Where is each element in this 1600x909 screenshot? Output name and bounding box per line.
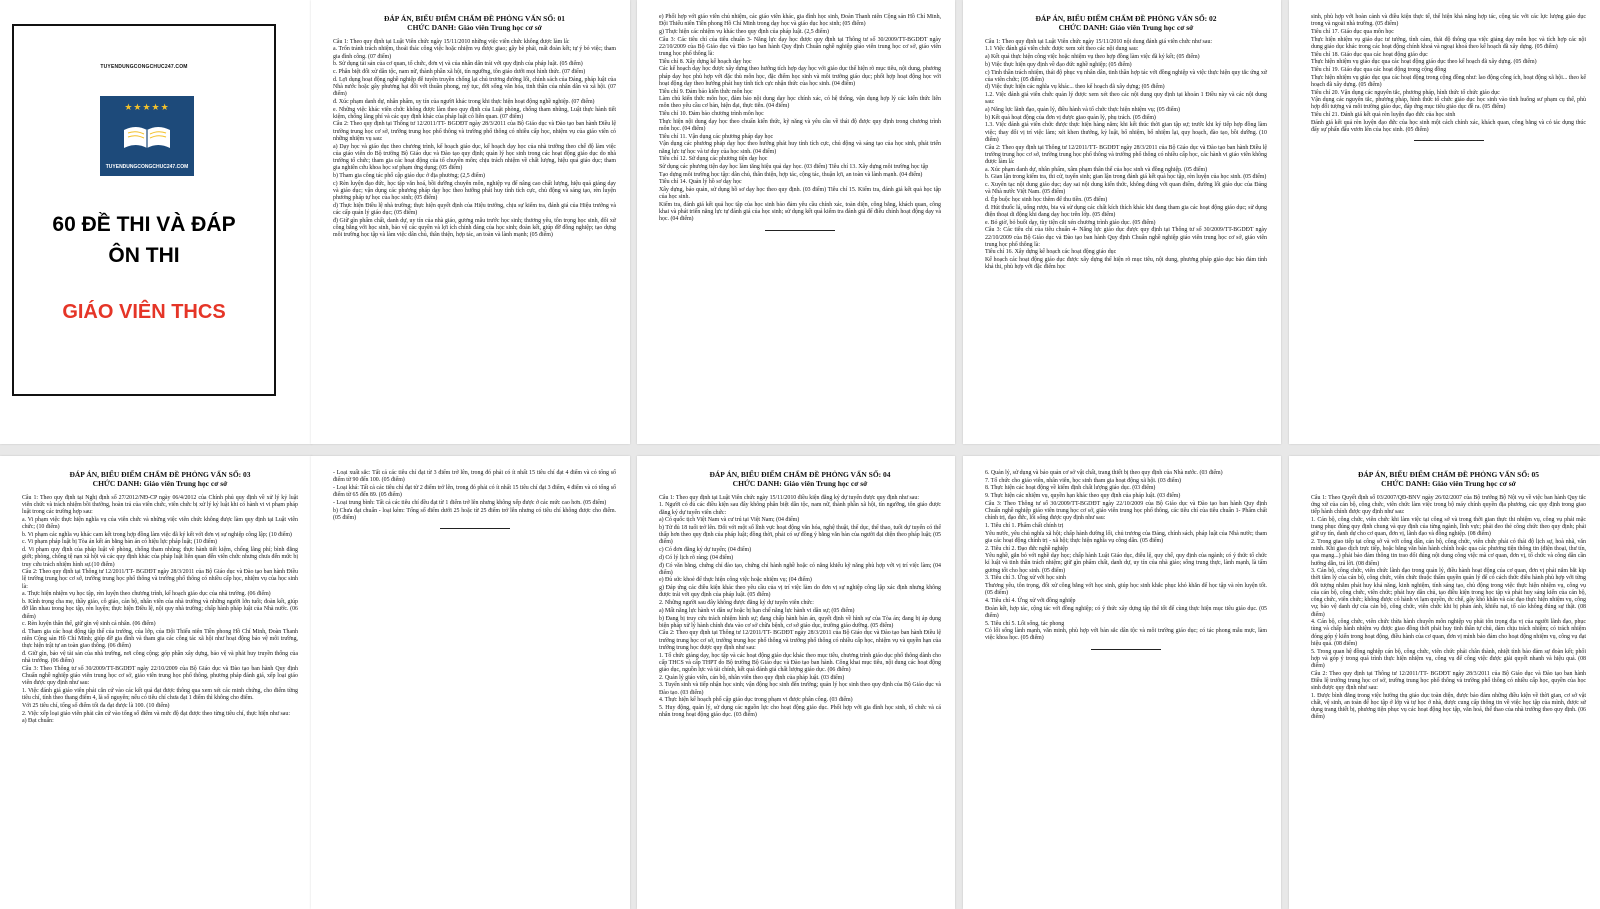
paragraph: - Loại khá: Tất cả các tiêu chí đạt từ 2 điểm trở lên, trong đó phải có ít nhất 15 tiêu chí đạt 3 điểm, 4 điểm và có tổng số điểm từ 65 đến 89. (05 điểm) [333,484,616,499]
paragraph: Câu 2: Theo quy định tại Thông tư 12/2011/TT- BGDĐT ngày 28/3/2011 của Bộ Giáo dục và Đào tạo ban hành Điều lệ trường trung học cơ sở, trường trung học phổ thông và trường phổ thông có nhiều cấp học, nhiệm vụ và quyền hạn của trường trung học được quy định như sau: [659,630,941,651]
paragraph: e. Bỏ giờ, bỏ buổi dạy, tùy tiện cắt xén chương trình giáo dục. (05 điểm) [985,219,1156,226]
page-heading [1311,470,1586,489]
paragraph: Câu 1: Theo quy định tại Nghị định số 27/2012/NĐ-CP ngày 06/4/2012 của Chính phủ quy định về xử lý kỷ luật viên chức và trách nhiệm bồi thường, hoàn trả của viên chức, viên chức bị xử lý kỷ luật khi có hành vi vi phạm pháp luật trong các trường hợp sau: [22,494,298,516]
paragraph: c) Tinh thần trách nhiệm, thái độ phục vụ nhân dân, tinh thần hợp tác với đồng nghiệp và việc thực hiện quy tắc ứng xử của viên chức; (05 điểm) [985,69,1267,83]
paragraph: b. Vi phạm các nghĩa vụ khác cam kết trong hợp đồng làm việc đã ký kết với đơn vị sự nghiệp công lập; (10 điểm) [22,531,292,538]
end-rule [440,528,510,529]
paragraph: e. Những việc khác viên chức không được làm theo quy định của Luật phòng, chống tham nhũng, Luật thực hành tiết kiệm, chống lãng phí và các quy định khác của pháp luật có liên quan. (07 điểm) [333,106,616,120]
paragraph: 2. Việc xếp loại giáo viên phải căn cứ vào tổng số điểm và mức độ đạt được theo từng tiêu chí, thực hiện như sau: [22,710,291,717]
paragraph: Tiêu chí 21. Đánh giá kết quả rèn luyện đạo đức của học sinh [1311,112,1456,119]
paragraph: a) Năng lực lãnh đạo, quản lý, điều hành và tổ chức thực hiện nhiệm vụ; (05 điểm) [985,107,1180,114]
paragraph: 2. Quản lý giáo viên, cán bộ, nhân viên theo quy định của pháp luật. (03 điểm) [659,674,845,681]
paragraph: a) Đạt chuẩn: [22,718,54,725]
paragraph: b. Kính trọng cha mẹ, thầy giáo, cô giáo, cán bộ, nhân viên của nhà trường và những người lớn tuổi; đoàn kết, giúp đỡ lẫn nhau trong học tập, rèn luyện; thực hiện Điều lệ, nội quy nhà trường; chấp hành pháp luật của Nhà nước. (06 điểm) [22,599,298,620]
paragraph: Với 25 tiêu chí, tổng số điểm tối đa đạt được là 100. (10 điểm) [22,702,170,709]
paragraph: Có lối sống lành mạnh, văn minh, phù hợp với bản sắc dân tộc và môi trường giáo dục; có tác phong mẫu mực, làm việc khoa học. (05 điểm) [985,628,1267,642]
paragraph: 5. Tiêu chí 5. Lối sống, tác phong [985,620,1065,627]
paragraph: Câu 3: Các tiêu chí của tiêu chuẩn 3- Năng lực dạy học được quy định tại Thông tư số 30/2009/TT-BGDĐT ngày 22/10/2009 của Bộ Giáo dục và Đào tạo ban hành Quy định Chuẩn nghề nghiệp giáo viên trung học cơ sở, giáo viên trung học phổ thông là: [659,36,941,58]
paragraph: Tiêu chí 11. Vận dụng các phương pháp dạy học [659,133,774,140]
paragraph: Câu 3: Các tiêu chí của tiêu chuẩn 4- Năng lực giáo dục được quy định tại Thông tư số 30/2009/TT-BGDĐT ngày 22/10/2009 của Bộ Giáo dục và Đào tạo ban hành Quy định Chuẩn nghề nghiệp giáo viên trung học cơ sở, giáo viên trung học phổ thông là: [985,227,1267,248]
paragraph: b) Từ đủ 18 tuổi trở lên. Đối với một số lĩnh vực hoạt động văn hóa, nghệ thuật, thể dục, thể thao, tuổi dự tuyển có thể thấp hơn theo quy định của pháp luật; đồng thời, phải có sự đồng ý bằng văn bản của người đại diện theo pháp luật; (05 điểm) [659,525,941,546]
heading-line1: ĐÁP ÁN, BIỂU ĐIỂM CHẤM ĐỀ PHỎNG VẤN SỐ: 02 [1035,14,1217,23]
paragraph: Thực hiện nhiệm vụ giáo dục qua các hoạt động trong cộng đồng như: lao động công ích, hoạt động xã hội... theo kế hoạch đã xây dựng. (05 điểm) [1311,74,1586,88]
site-name: TUYENDUNGCONGCHUC247.COM [100,64,188,70]
paragraph: Câu 3: Theo Thông tư số 30/2009/TT-BGDĐT ngày 22/10/2009 của Bộ Giáo dục và Đào tạo ban hành Quy định Chuẩn nghề nghiệp giáo viên trung học cơ sở, giáo viên trung học phổ thông, phương pháp đánh giá, xếp loại giáo viên được quy định như sau: [22,665,298,687]
paragraph: Vận dụng các nguyên tắc, phương pháp, hình thức tổ chức giáo dục học sinh vào tình huống sư phạm cụ thể, phù hợp đối tượng và môi trường giáo dục, đáp ứng mục tiêu giáo dục đề ra. (05 điểm) [1311,97,1586,111]
cover-title-line2: ÔN THI [108,244,180,267]
paragraph: a. Thực hiện nhiệm vụ học tập, rèn luyện theo chương trình, kế hoạch giáo dục của nhà trường. (06 điểm) [22,591,271,598]
paragraph: a) Dạy học và giáo dục theo chương trình, kế hoạch giáo dục, kế hoạch dạy học của nhà trường theo chế độ làm việc của giáo viên do Bộ trưởng Bộ Giáo dục và Đào tạo quy định; quản lý học sinh trong các hoạt động giáo dục do nhà trường tổ chức; tham gia các hoạt động của tổ chuyên môn; chịu trách nhiệm về chất lượng, hiệu quả giáo dục; tham gia nghiên cứu khoa học sư phạm ứng dụng; (05 điểm) [333,143,616,172]
paragraph: Tiêu chí 12. Sử dụng các phương tiện dạy học [659,156,768,163]
page-answer-05 [1289,456,1600,909]
page-heading [333,14,616,33]
paragraph: Tiêu chí 19. Giáo dục qua các hoạt động trong cộng đồng [1311,66,1447,73]
page-heading [659,470,941,489]
paragraph: Làm chủ kiến thức môn học, đảm bảo nội dung dạy học chính xác, có hệ thống, vận dụng hợp lý các kiến thức liên môn theo yêu cầu cơ bản, hiện đại, thực tiễn. (04 điểm) [659,96,941,110]
end-rule [1091,649,1161,650]
page-body [985,39,1267,272]
paragraph: a. Trốn tránh trách nhiệm, thoái thác công việc hoặc nhiệm vụ được giao; gây bè phái, mất đoàn kết; tự ý bỏ việc; tham gia đình công. (07 điểm) [333,46,616,60]
paragraph: 5. Trong quan hệ đồng nghiệp cán bộ, công chức, viên chức phải chân thành, nhiệt tình bảo đảm sự đoàn kết; phối hợp và góp ý trong quá trình thực hiện nhiệm vụ, công vụ để công việc được giải quyết nhanh và hiệu quả. (08 điểm) [1311,648,1586,669]
paragraph: c. Xuyên tạc nội dung giáo dục; dạy sai nội dung kiến thức, không đúng với quan điểm, đường lối giáo dục của Đảng và Nhà nước Việt Nam. (05 điểm) [985,182,1267,196]
cover-frame [12,24,276,396]
page-body [659,495,941,720]
paragraph: 4. Tiêu chí 4. Ứng xử với đồng nghiệp [985,597,1076,604]
paragraph: e) Đủ sức khoẻ để thực hiện công việc hoặc nhiệm vụ; (04 điểm) [659,577,812,584]
paragraph: 9. Thực hiện các nhiệm vụ, quyền hạn khác theo quy định của pháp luật. (03 điểm) [985,493,1181,500]
end-rule [765,230,835,231]
paragraph: g) Thực hiện các nhiệm vụ khác theo quy định của pháp luật. (2,5 điểm) [659,28,829,35]
paragraph: d. Vi phạm quy định của pháp luật về phòng, chống tham nhũng; thực hành tiết kiệm, chống lãng phí; bình đẳng giới; phòng, chống tệ nạn xã hội và các quy định khác của pháp luật liên quan đến viên chức nhưng chưa đến mức bị truy cứu trách nhiệm hình sự.(10 điểm) [22,547,298,568]
heading-line2: CHỨC DANH: Giáo viên Trung học cơ sở [732,479,868,489]
paragraph: Đoàn kết, hợp tác, cộng tác với đồng nghiệp; có ý thức xây dựng tập thể tốt để cùng thực hiện mục tiêu giáo dục. (05 điểm) [985,605,1267,619]
page-answer-02-cont [1289,0,1600,444]
paragraph: Các kế hoạch dạy học được xây dựng theo hướng tích hợp dạy học với giáo dục thể hiện rõ mục tiêu, nội dung, phương pháp dạy học phù hợp với đặc thù môn học, đặc điểm học sinh và môi trường giáo dục; phối hợp hoạt động học với hoạt động dạy theo hướng phát huy tính tích cực nhận thức của học sinh. (04 điểm) [659,66,941,87]
page-body [985,470,1267,643]
paragraph: Câu 1: Theo Quyết định số 03/2007/QĐ-BNV ngày 26/02/2007 của Bộ trưởng Bộ Nội vụ về việc ban hành Quy tắc ứng xử của cán bộ, công chức, viên chức làm việc trong bộ máy chính quyền địa phương, các quy định trong giao tiếp hành chính được quy định như sau: [1311,494,1586,516]
paragraph: 1. Tổ chức giảng dạy, học tập và các hoạt động giáo dục khác theo mục tiêu, chương trình giáo dục phổ thông dành cho cấp THCS và cấp THPT do Bộ trưởng Bộ Giáo dục và Đào tạo ban hành. Công khai mục tiêu, nội dung các hoạt động giáo dục, nguồn lực và tài chính, kết quả đánh giá chất lượng giáo dục. (06 điểm) [659,652,941,673]
paragraph: Tiêu chí 14. Quản lý hồ sơ dạy học [659,179,742,186]
page-answer-04-cont [963,456,1281,909]
paragraph: Câu 1: Theo quy định tại Luật Viên chức ngày 15/11/2010 những việc viên chức không được làm là: [333,38,570,45]
paragraph: a) Mất năng lực hành vi dân sự hoặc bị hạn chế năng lực hành vi dân sự; (05 điểm) [659,607,855,614]
paragraph: 4. Cán bộ, công chức, viên chức thừa hành chuyên môn nghiệp vụ phải tôn trọng địa vị của người lãnh đạo, phục tùng và chấp hành nhiệm vụ được giao đồng thời phát huy tinh thần tự chủ, dám chịu trách nhiệm; có trách nhiệm đóng góp ý kiến trong hoạt động, điều hành của cơ quan, đơn vị mình bảo đảm cho hoạt động nhiệm vụ, công vụ đạt hiệu quả. (08 điểm) [1311,619,1586,647]
heading-line1: ĐÁP ÁN, BIỂU ĐIỂM CHẤM ĐỀ PHỎNG VẤN SỐ: 05 [1357,470,1540,479]
paragraph: Kế hoạch các hoạt động giáo dục được xây dựng thể hiện rõ mục tiêu, nội dung, phương pháp giáo dục bảo đảm tính khả thi, phù hợp với đặc điểm học [985,257,1267,271]
paragraph: Câu 1: Theo quy định tại Luật Viên chức ngày 15/11/2010 nội dung đánh giá viên chức như sau: [985,38,1213,45]
paragraph: b. Sử dụng tài sản của cơ quan, tổ chức, đơn vị và của nhân dân trái với quy định của pháp luật. (05 điểm) [333,61,583,68]
paragraph: Tiêu chí 16. Xây dựng kế hoạch các hoạt động giáo dục [985,249,1117,256]
page-answer-02 [963,0,1281,444]
paragraph: b) Việc thực hiện quy định về đạo đức nghề nghiệp; (05 điểm) [985,61,1132,68]
paragraph: Câu 2: Theo quy định tại Thông tư 12/2011/TT- BGDĐT ngày 28/3/2011 của Bộ Giáo dục và Đào tạo ban hành Điều lệ trường trung học cơ sở, trường trung học phổ thông và trường phổ thông có nhiều cấp học, các hành vi giáo viên không được làm là: [985,144,1267,165]
cover-subtitle: GIÁO VIÊN THCS [62,301,226,323]
paragraph: Yêu nước, yêu chủ nghĩa xã hội; chấp hành đường lối, chủ trương của Đảng, chính sách, pháp luật của Nhà nước; tham gia các hoạt động chính trị - xã hội; thực hiện nghĩa vụ công dân. (05 điểm) [985,530,1267,544]
paragraph: Tiêu chí 10. Đảm bảo chương trình môn học [659,111,764,118]
paragraph: e) Phối hợp với giáo viên chủ nhiệm, các giáo viên khác, gia đình học sinh, Đoàn Thanh niên Cộng sản Hồ Chí Minh, Đội Thiếu niên Tiền phong Hồ Chí Minh trong dạy học và giáo dục học sinh; (05 điểm) [659,14,941,28]
paragraph: 8. Thực hiện các hoạt động về kiểm định chất lượng giáo dục. (03 điểm) [985,485,1156,492]
paragraph: Tiêu chí 20. Vận dụng các nguyên tắc, phương pháp, hình thức tổ chức giáo dục [1311,89,1500,96]
paragraph: Câu 3: Theo Thông tư số 30/2009/TT-BGDĐT ngày 22/10/2009 của Bộ Giáo dục và Đào tạo ban hành Quy định Chuẩn nghề nghiệp giáo viên trung học cơ sở, giáo viên trung học phổ thông, các tiêu chí của tiêu chuẩn 1- Phẩm chất chính trị, đạo đức, lối sống được quy định như sau: [985,500,1267,522]
paragraph: b) Tham gia công tác phổ cập giáo dục ở địa phương; (2,5 điểm) [333,172,485,179]
paragraph: 3. Tuyển sinh và tiếp nhận học sinh; vận động học sinh đến trường; quản lý học sinh theo quy định của Bộ Giáo dục và Đào tạo. (03 điểm) [659,682,941,696]
paragraph: 1. Người có đủ các điều kiện sau đây không phân biệt dân tộc, nam nữ, thành phần xã hội, tín ngưỡng, tôn giáo được đăng ký dự tuyển viên chức: [659,502,941,516]
end-rule [1414,140,1484,141]
paragraph: Thực hiện nội dung dạy học theo chuẩn kiến thức, kỹ năng và yêu cầu về thái độ được quy định trong chương trình môn học. (04 điểm) [659,118,941,133]
paragraph: Xây dựng, bảo quản, sử dụng hồ sơ dạy học theo quy định. (03 điểm) Tiêu chí 15. Kiểm tra, đánh giá kết quả học tập của học sinh. [659,187,941,201]
book-logo-icon [100,96,194,176]
paragraph: đ. Hút thuốc lá, uống rượu, bia và sử dụng các chất kích thích khác khi đang tham gia các hoạt động giáo dục; sử dụng điện thoại di động khi đang dạy học trên lớp. (05 điểm) [985,204,1267,218]
paragraph: c) Rèn luyện đạo đức, học tập văn hoá, bồi dưỡng chuyên môn, nghiệp vụ để nâng cao chất lượng, hiệu quả giảng dạy và giáo dục; vận dụng các phương pháp dạy học theo hướng phát huy tính tích cực, chủ động và sáng tạo, rèn luyện phương pháp tự học của học sinh; (05 điểm) [333,180,616,202]
paragraph: b) Đang bị truy cứu trách nhiệm hình sự; đang chấp hành bản án, quyết định về hình sự của Tòa án; đang bị áp dụng biện pháp xử lý hành chính đưa vào cơ sở chữa bệnh, cơ sở giáo dục, trường giáo dưỡng. (05 điểm) [659,615,941,629]
paragraph: d) Có lý lịch rõ ràng; (04 điểm) [659,554,734,561]
page-answer-01 [311,0,630,444]
paragraph: 1. Được bình đẳng trong việc hưởng thụ giáo dục toàn diện, được bảo đảm những điều kiện về thời gian, cơ sở vật chất, vệ sinh, an toàn để học tập ở lớp và tự học ở nhà, được cung cấp thông tin về việc học tập của mình, được sử dụng trang thiết bị, phương tiện phục vụ các hoạt động học tập, văn hoá, thể thao của nhà trường theo quy định. (06 điểm) [1311,692,1586,721]
paragraph: c. Vi phạm pháp luật bị Tòa án kết án bằng bản án có hiệu lực pháp luật; (10 điểm) [22,539,217,546]
page-answer-04 [637,456,955,909]
logo-text: TUYENDUNGCONGCHUC247.COM [105,163,189,170]
stars-icon: ★★★★★ [124,102,170,112]
paragraph: 1.3. Việc đánh giá viên chức được thực hiện hàng năm; khi kết thúc thời gian tập sự; trước khi ký tiếp hợp đồng làm việc; thay đổi vị trí việc làm; xét khen thưởng, kỷ luật, bổ nhiệm, bổ nhiệm lại, quy hoạch, đào tạo, bồi dưỡng. (10 điểm) [985,122,1267,143]
paragraph: Tiêu chí 18. Giáo dục qua các hoạt động giáo dục [1311,51,1428,58]
cover-page [0,0,312,444]
paragraph: b) Kết quả hoạt động của đơn vị được giao quản lý, phụ trách. (05 điểm) [985,114,1156,121]
page-answer-03-cont [311,456,630,909]
paragraph: b) Chưa đạt chuẩn - loại kém: Tổng số điểm dưới 25 hoặc từ 25 điểm trở lên nhưng có tiêu chí không được cho điểm. (05 điểm) [333,507,616,521]
page-body [333,39,616,239]
page-heading [22,470,298,489]
heading-line2: CHỨC DANH: Giáo viên Trung học cơ sở [92,479,228,489]
paragraph: a. Vi phạm việc thực hiện nghĩa vụ của viên chức và những việc viên chức không được làm quy định tại Luật viên chức; (10 điểm) [22,516,298,531]
paragraph: đ. Xúc phạm danh dự, nhân phẩm, uy tín của người khác trong khi thực hiện hoạt động nghề nghiệp. (07 điểm) [333,98,595,105]
paragraph: a) Có quốc tịch Việt Nam và cư trú tại Việt Nam; (04 điểm) [659,517,800,524]
paragraph: - Loại trung bình: Tất cả các tiêu chí đều đạt từ 1 điểm trở lên nhưng không xếp được ở các mức cao hơn. (05 điểm) [333,499,607,506]
paragraph: Tiêu chí 9. Đảm bảo kiến thức môn học [659,88,753,95]
paragraph: 3. Tiêu chí 3. Ứng xử với học sinh [985,575,1066,582]
paragraph: 5. Huy động, quản lý, sử dụng các nguồn lực cho hoạt động giáo dục. Phối hợp với gia đình học sinh, tổ chức và cá nhân trong hoạt động giáo dục. (03 điểm) [659,704,941,719]
heading-line2: CHỨC DANH: Giáo viên Trung học cơ sở [1381,479,1516,489]
paragraph: Thực hiện nhiệm vụ giáo dục tư tưởng, tình cảm, thái độ thông qua việc giảng dạy môn học và tích hợp các nội dung giáo dục khác trong các hoạt động chính khoá và ngoại khoá theo kế hoạch đã xây dựng. (05 điểm) [1311,36,1586,50]
heading-line1: ĐÁP ÁN, BIỂU ĐIỂM CHẤM ĐỀ PHỎNG VẤN SỐ: 01 [383,14,566,23]
paragraph: d) Việc thực hiện các nghĩa vụ khác... theo kế hoạch đã xây dựng; (05 điểm) [985,84,1165,91]
paragraph: đ. Giữ gìn, bảo vệ tài sản của nhà trường, nơi công cộng; góp phần xây dựng, bảo vệ và phát huy truyền thống của nhà trường. (06 điểm) [22,651,298,665]
paragraph: d) Thực hiện Điều lệ nhà trường; thực hiện quyết định của Hiệu trưởng, chịu sự kiểm tra, đánh giá của Hiệu trưởng và các cấp quản lý giáo dục; (05 điểm) [333,202,616,216]
page-body [1311,495,1586,722]
heading-line1: ĐÁP ÁN, BIỂU ĐIỂM CHẤM ĐỀ PHỎNG VẤN SỐ: 04 [709,470,891,479]
paragraph: b. Gian lận trong kiểm tra, thi cử, tuyển sinh; gian lận trong đánh giá kết quả học tập, rèn luyện của học sinh. (05 điểm) [985,174,1267,181]
paragraph: Thực hiện nhiệm vụ giáo dục qua các hoạt động giáo dục theo kế hoạch đã xây dựng. (05 điểm) [1311,59,1537,66]
open-book-icon [122,124,172,150]
paragraph: c. Phân biệt đối xử dân tộc, nam nữ, thành phần xã hội, tín ngưỡng, tôn giáo dưới mọi hình thức. (07 điểm) [333,69,586,76]
paragraph: 6. Quản lý, sử dụng và bảo quản cơ sở vật chất, trang thiết bị theo quy định của Nhà nước. (03 điểm) [985,470,1223,476]
paragraph: 1. Tiêu chí 1. Phẩm chất chính trị [985,522,1064,529]
paragraph: 2. Những người sau đây không được đăng ký dự tuyển viên chức: [659,600,814,607]
paragraph: đ) Có văn bằng, chứng chỉ đào tạo, chứng chỉ hành nghề hoặc có năng khiếu kỹ năng phù hợp với vị trí việc làm; (04 điểm) [659,562,941,576]
page-body [22,495,298,726]
paragraph: đ) Giữ gìn phẩm chất, danh dự, uy tín của nhà giáo, gương mẫu trước học sinh; thương yêu, tôn trọng học sinh, đối xử công bằng với học sinh, bảo vệ các quyền và lợi ích chính đáng của học sinh; đoàn kết, giúp đỡ đồng nghiệp; tạo dựng môi trường học tập và làm việc dân chủ, thân thiện, hợp tác, an toàn và lành mạnh; (05 điểm) [333,217,616,239]
paragraph: d. Lợi dụng hoạt động nghề nghiệp để tuyên truyền chống lại chủ trương đường lối, chính sách của Đảng, pháp luật của Nhà nước hoặc gây phương hại đối với thuần phong, mỹ tục, đời sống văn hóa, tinh thần của nhân dân và xã hội. (07 điểm) [333,76,616,98]
paragraph: c. Rèn luyện thân thể, giữ gìn vệ sinh cá nhân. (06 điểm) [22,621,156,628]
paragraph: c) Có đơn đăng ký dự tuyển; (04 điểm) [659,547,752,554]
paragraph: Câu 2: Theo quy định tại Thông tư 12/2011/TT- BGDĐT ngày 28/3/2011 của Bộ Giáo dục và Đào tạo ban hành Điều lệ trường trung học cơ sở, trường trung học phổ thông và trường phổ thông có nhiều cấp học, nhiệm vụ của học sinh là: [22,569,298,590]
paragraph: Tiêu chí 17. Giáo dục qua môn học [1311,28,1394,35]
paragraph: Thương yêu, tôn trọng, đối xử công bằng với học sinh, giúp học sinh khắc phục khó khăn để học tập và rèn luyện tốt. (05 điểm) [985,583,1267,597]
paragraph: d. Tham gia các hoạt động tập thể của trường, của lớp, của Đội Thiếu niên Tiền phong Hồ Chí Minh, Đoàn Thanh niên Cộng sản Hồ Chí Minh; giúp đỡ gia đình và tham gia các công tác xã hội như hoạt động bảo vệ môi trường, thực hiện trật tự an toàn giao thông. (06 điểm) [22,628,298,650]
cover-title-line1: 60 ĐỀ THI VÀ ĐÁP [52,213,236,236]
page-body [1311,14,1586,134]
paragraph: Đánh giá kết quả rèn luyện đạo đức của học sinh một cách chính xác, khách quan, công bằng và có tác dụng thúc đẩy sự phấn đấu vươn lên của học sinh. (05 điểm) [1311,119,1586,134]
heading-line2: CHỨC DANH: Giáo viên Trung học cơ sở [1058,23,1194,33]
paragraph: 1.1 Việc đánh giá viên chức được xem xét theo các nội dung sau: [985,46,1139,53]
paragraph: 4. Thực hiện kế hoạch phổ cập giáo dục trong phạm vi được phân công. (03 điểm) [659,697,853,704]
page-answer-01-cont [637,0,955,444]
cover-title [14,209,274,271]
paragraph: 3. Cán bộ, công chức, viên chức lãnh đạo trong quản lý, điều hành hoạt động của cơ quan, đơn vị phải nắm bắt kịp thời tâm lý của cán bộ, công chức, viên chức thuộc thẩm quyền quản lý để có cách thức điều hành phù hợp với từng đối tượng nhằm phát huy khả năng, kinh nghiệm, tính sáng tạo, chủ động trong việc thực hiện nhiệm vụ, công vụ của cán bộ, công chức, viên chức; phát huy dân chủ, tạo điều kiện trong học tập và phát huy sáng kiến của cán bộ, công chức, viên chức; không được có hành vi lạm quyền, ức chế, gây khó khăn và các đạo thực hiện nhiệm vụ, công vụ; bảo vệ danh dự của cán bộ, công chức, viên chức khi bị phản ánh, khiếu nại, tố cáo không đúng sự thật. (08 điểm) [1311,568,1586,618]
page-answer-03 [0,456,312,909]
paragraph: Vận dụng các phương pháp dạy học theo hướng phát huy tính tích cực, chủ động và sáng tạo của học sinh, phát triển năng lực tự học và tư duy của học sinh. (04 điểm) [659,141,941,155]
paragraph: Tạo dựng môi trường học tập: dân chủ, thân thiện, hợp tác, cộng tác, thuận lợi, an toàn và lành mạnh. (04 điểm) [659,171,923,178]
page-body [659,14,941,224]
paragraph: Câu 2: Theo quy định tại Thông tư 12/2011/TT- BGDĐT ngày 28/3/2011 của Bộ Giáo dục và Đào tạo ban hành Điều lệ trường trung học cơ sở, trường trung học phổ thông và trường phổ thông có nhiều cấp học, quyền của học sinh được quy định như sau: [1311,670,1586,692]
paragraph: Kiểm tra, đánh giá kết quả học tập của học sinh bảo đảm yêu cầu chính xác, toàn diện, công bằng, khách quan, công khai và phát triển năng lực tự đánh giá của học sinh; sử dụng kết quả kiểm tra đánh giá để điều chỉnh hoạt động dạy và học. (04 điểm) [659,202,941,223]
paragraph: - Loại xuất sắc: Tất cả các tiêu chí đạt từ 3 điểm trở lên, trong đó phải có ít nhất 15 tiêu chí đạt 4 điểm và có tổng số điểm từ 90 đến 100. (05 điểm) [333,470,616,484]
paragraph: Sử dụng các phương tiện dạy học làm tăng hiệu quả dạy học. (03 điểm) Tiêu chí 13. Xây dựng môi trường học tập [659,164,929,171]
page-body [333,470,616,522]
paragraph: 1.2. Việc đánh giá viên chức quản lý được xem xét theo các nội dung quy định tại khoản 1 Điều này và các nội dung sau: [985,92,1267,106]
paragraph: 2. Trong giao tiếp tại công sở và với công dân, cán bộ, công chức, viên chức phải có thái độ lịch sự, hoà nhã, văn minh. Khi giao dịch trực tiếp, hoặc bằng văn bản hành chính hoặc qua các phương tiện thông tin (điện thoại, thư tín, qua mạng...) phải bảo đảm thông tin trao đổi đúng nội dung công việc mà cơ quan, đơn vị, tổ chức và công dân cần hướng dẫn, trả lời. (08 điểm) [1311,538,1586,567]
paragraph: a. Xúc phạm danh dự, nhân phẩm, xâm phạm thân thể của học sinh và đồng nghiệp. (05 điểm) [985,166,1208,173]
paragraph: Câu 2: Theo quy định tại Thông tư 12/2011/TT- BGDĐT ngày 28/3/2011 của Bộ Giáo dục và Đào tạo ban hành Điều lệ trường trung học cơ sở, trường trung học phổ thông và trường phổ thông có nhiều cấp học, nhiệm vụ của giáo viên có những nhiệm vụ sau: [333,121,616,142]
paragraph: 1. Việc đánh giá giáo viên phải căn cứ vào các kết quả đạt được thông qua xem xét các minh chứng, cho điểm từng tiêu chí, tính theo thang điểm 4, là số nguyên; nếu có tiêu chí chưa đạt 1 điểm thì không cho điểm. [22,688,298,702]
paragraph: a) Kết quả thực hiện công việc hoặc nhiệm vụ theo hợp đồng làm việc đã ký kết; (05 điểm) [985,54,1200,61]
paragraph: 1. Cán bộ, công chức, viên chức khi làm việc tại công sở và trong thời gian thực thi nhiệm vụ, công vụ phải mặc trang phục đúng quy định chung và quy định của từng ngành, lĩnh vực; phải đeo thẻ công chức theo quy định; phải giữ uy tín, danh dự cho cơ quan, đơn vị, lãnh đạo và đồng nghiệp. (08 điểm) [1311,516,1586,538]
paragraph: sinh, phù hợp với hoàn cảnh và điều kiện thực tế, thể hiện khả năng hợp tác, cộng tác với các lực lượng giáo dục trong và ngoài nhà trường. (05 điểm) [1311,14,1586,28]
heading-line2: CHỨC DANH: Giáo viên Trung học cơ sở [407,23,542,33]
paragraph: 2. Tiêu chí 2. Đạo đức nghề nghiệp [985,545,1068,552]
paragraph: Câu 1: Theo quy định tại Luật Viên chức ngày 15/11/2010 điều kiện đăng ký dự tuyển được quy định như sau: [659,494,920,501]
paragraph: Tiêu chí 8. Xây dựng kế hoạch dạy học [659,58,752,65]
page-heading [985,14,1267,33]
paragraph: d. Ép buộc học sinh học thêm để thu tiền. (05 điểm) [985,197,1108,204]
paragraph: Yêu nghề, gắn bó với nghề dạy học; chấp hành Luật Giáo dục, điều lệ, quy chế, quy định của ngành; có ý thức tổ chức kỉ luật và tinh thần trách nhiệm; giữ gìn phẩm chất, danh dự, uy tín của nhà giáo; sống trung thực, lành mạnh, là tấm gương tốt cho học sinh. (05 điểm) [985,553,1267,574]
paragraph: g) Đáp ứng các điều kiện khác theo yêu cầu của vị trí việc làm do đơn vị sự nghiệp công lập xác định nhưng không được trái với quy định của pháp luật. (05 điểm) [659,585,941,599]
paragraph: 7. Tổ chức cho giáo viên, nhân viên, học sinh tham gia hoạt động xã hội. (03 điểm) [985,477,1181,484]
heading-line1: ĐÁP ÁN, BIỂU ĐIỂM CHẤM ĐỀ PHỎNG VẤN SỐ: 03 [69,470,251,479]
